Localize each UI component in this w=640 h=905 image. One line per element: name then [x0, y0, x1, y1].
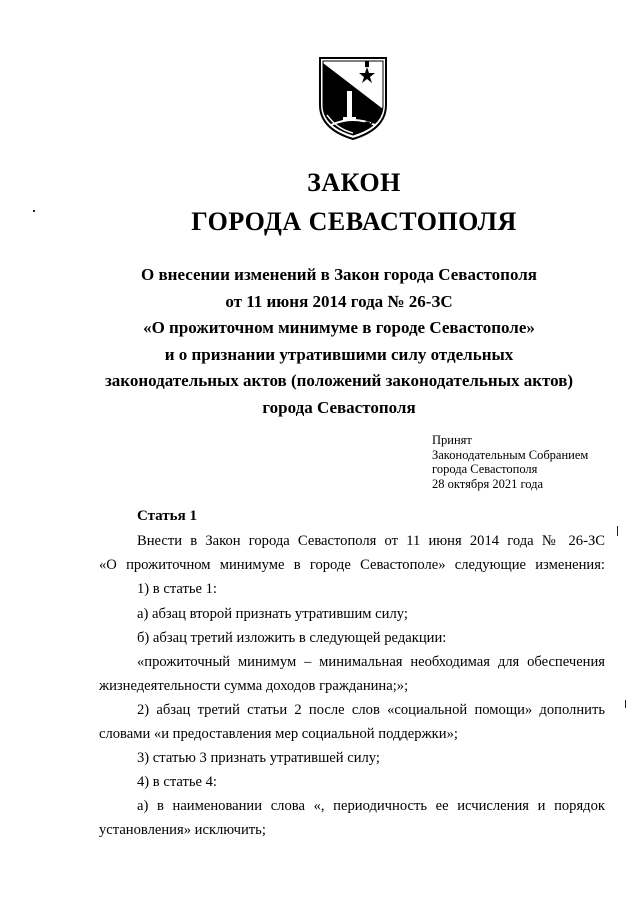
paragraph-line: б) абзац третий изложить в следующей редакции:	[137, 630, 447, 646]
document-title: ЗАКОН	[307, 168, 401, 197]
subject-line: «О прожиточном минимуме в городе Севастополе»	[143, 318, 535, 337]
paragraph-line: 4) в статье 4:	[137, 774, 217, 790]
paragraph-line: а) в наименовании слова «, периодичность ее исчисления и порядок	[137, 798, 605, 814]
paragraph-line: 2) абзац третий статьи 2 после слов «социальной помощи» дополнить	[137, 702, 605, 718]
paragraph-line: словами «и предоставления мер социальной поддержки»;	[99, 726, 458, 742]
paragraph-line: установления» исключить;	[99, 822, 266, 838]
adoption-note	[432, 433, 588, 491]
paragraph-line: жизнедеятельности сумма доходов гражданина;»;	[99, 678, 409, 694]
sevastopol-coat-of-arms-icon	[317, 55, 389, 141]
paragraph-line: 1) в статье 1:	[137, 581, 217, 597]
scan-speck	[33, 210, 35, 212]
paragraph-line: 3) статью 3 признать утратившей силу;	[137, 750, 380, 766]
adoption-date: 28 октября 2021 года	[432, 476, 544, 491]
adoption-line: Принят	[432, 433, 472, 447]
article-heading: Статья 1	[137, 508, 197, 524]
law-subject	[90, 262, 588, 421]
scan-speck	[625, 700, 626, 708]
adoption-line: Законодательным Собранием	[432, 447, 589, 462]
subject-line: и о признании утратившими силу отдельных	[164, 344, 514, 364]
document-title-city: ГОРОДА СЕВАСТОПОЛЯ	[191, 207, 517, 236]
subject-line: законодательных актов (положений законодательных актов)	[104, 371, 574, 390]
paragraph-line: Внести в Закон города Севастополя от 11 июня 2014 года № 26-ЗС	[137, 533, 605, 549]
scan-speck	[617, 526, 618, 536]
paragraph-line: «прожиточный минимум – минимальная необходимая для обеспечения	[137, 654, 605, 670]
subject-line: О внесении изменений в Закон города Севастополя	[141, 265, 537, 284]
paragraph-line: «О прожиточном минимуме в городе Севастополе» следующие изменения:	[99, 557, 605, 573]
subject-line: города Севастополя	[262, 397, 416, 417]
subject-line: от 11 июня 2014 года № 26-ЗС	[225, 291, 453, 311]
adoption-line: города Севастополя	[432, 462, 538, 476]
paragraph-line: а) абзац второй признать утратившим силу;	[137, 606, 408, 622]
